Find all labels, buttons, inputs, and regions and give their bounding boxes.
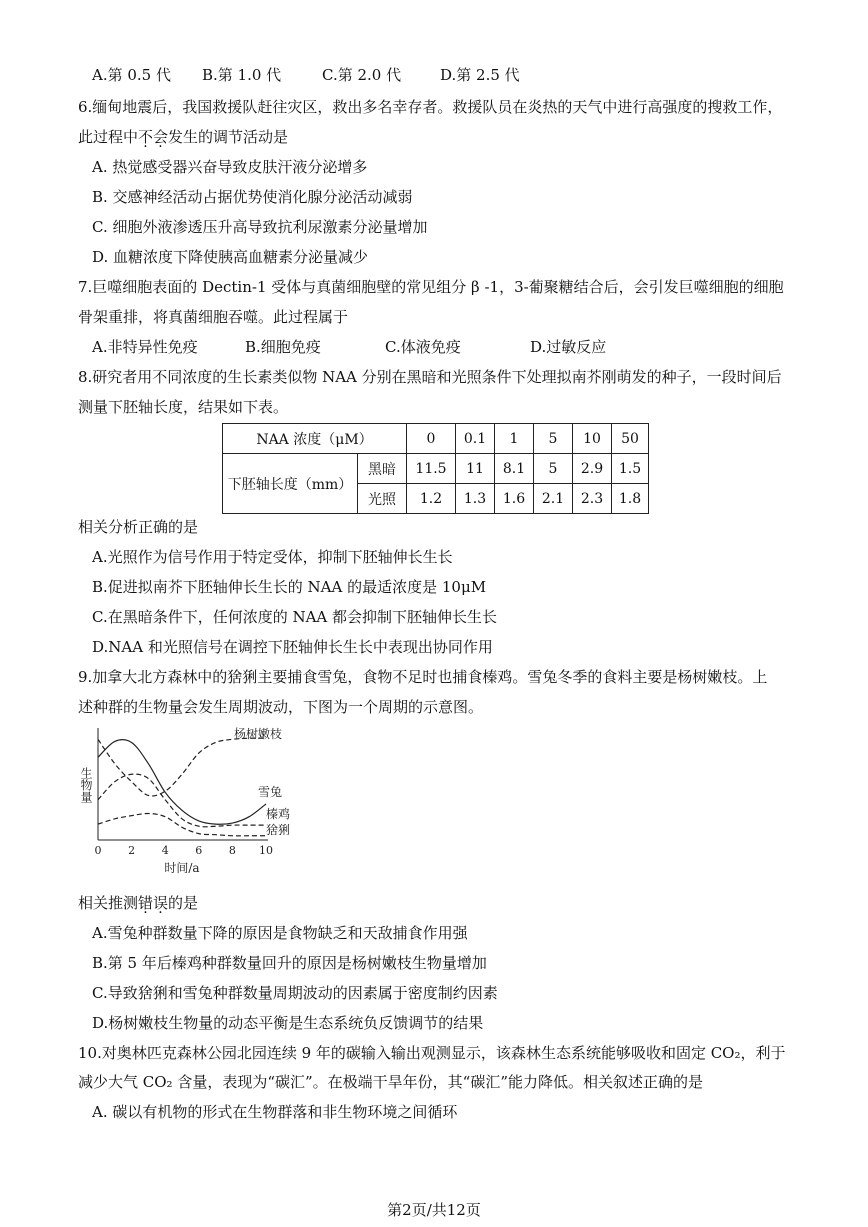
- q6-option-c: C. 细胞外液渗透压升高导致抗利尿激素分泌量增加: [92, 218, 428, 236]
- series-label: 猞猁: [266, 823, 291, 837]
- x-tick-label: 8: [228, 844, 236, 857]
- table-row-label: 下胚轴长度（mm）: [223, 454, 358, 514]
- table-light-cell: 1.6: [495, 484, 534, 514]
- q8-option-c: C.在黑暗条件下，任何浓度的 NAA 都会抑制下胚轴伸长生长: [92, 608, 498, 626]
- q6-stem-line-1: 6.缅甸地震后，我国救援队赶往灾区，救出多名幸存者。救援队员在炎热的天气中进行高强度的搜救工作，: [78, 98, 783, 116]
- q8-option-d: D.NAA 和光照信号在调控下胚轴伸长生长中表现出协同作用: [92, 638, 493, 656]
- q9-option-b: B.第 5 年后榛鸡种群数量回升的原因是杨树嫩枝生物量增加: [92, 954, 487, 972]
- table-header-label: NAA 浓度（μM）: [223, 424, 407, 454]
- q8-option-b: B.促进拟南芥下胚轴伸长生长的 NAA 的最适浓度是 10μM: [92, 578, 487, 596]
- x-tick-label: 2: [128, 844, 136, 857]
- table-conc-cell: 1: [495, 424, 534, 454]
- q6-option-a: A. 热觉感受器兴奋导致皮肤汗液分泌增多: [92, 158, 368, 176]
- table-dark-cell: 2.9: [573, 454, 612, 484]
- table-dark-cell: 11: [456, 454, 495, 484]
- table-light-cell: 2.1: [534, 484, 573, 514]
- x-tick-label: 4: [161, 844, 169, 857]
- q9-lead-text-b: 的是: [168, 894, 199, 912]
- series-line-3: [98, 813, 266, 835]
- q6-stem-line-2: [78, 126, 288, 148]
- q7-stem-line-1: 7.巨噬细胞表面的 Dectin-1 受体与真菌细胞壁的常见组分 β -1，3-葡聚糖结合后，会引发巨噬细胞的细胞: [78, 278, 784, 296]
- q9-option-a: A.雪兔种群数量下降的原因是食物缺乏和天敌捕食作用强: [92, 924, 468, 942]
- table-dark-cell: 11.5: [407, 454, 456, 484]
- q9-option-c: C.导致猞猁和雪兔种群数量周期波动的因素属于密度制约因素: [92, 984, 498, 1002]
- q8-lead: 相关分析正确的是: [78, 518, 199, 536]
- table-conc-cell: 5: [534, 424, 573, 454]
- series-label: 榛鸡: [266, 807, 291, 821]
- q5-option-a: A.第 0.5 代: [92, 66, 171, 84]
- series-line-0: [98, 738, 266, 796]
- table-dark-cell: 5: [534, 454, 573, 484]
- q6-option-d: D. 血糖浓度下降使胰高血糖素分泌量减少: [92, 248, 369, 266]
- q6-stem-text-a: 此过程中: [78, 128, 139, 146]
- naa-data-table: [222, 423, 649, 514]
- table-dark-cell: 8.1: [495, 454, 534, 484]
- q6-emphasis-char-1: 不: [138, 128, 154, 146]
- q8-stem-line-1: 8.研究者用不同浓度的生长素类似物 NAA 分别在黑暗和光照条件下处理拟南芥刚萌发的种子，一段时间后: [78, 368, 782, 386]
- series-line-2: [98, 774, 266, 827]
- q9-stem-line-1: 9.加拿大北方森林中的猞猁主要捕食雪兔，食物不足时也捕食榛鸡。雪兔冬季的食料主要是杨树嫩枝。上: [78, 668, 768, 686]
- chart-axes: [98, 728, 268, 840]
- table-light-label: 光照: [358, 484, 407, 514]
- q6-option-b: B. 交感神经活动占据优势使消化腺分泌活动减弱: [92, 188, 413, 206]
- series-label: 杨树嫩枝: [234, 727, 283, 741]
- q7-option-c: C.体液免疫: [385, 338, 461, 356]
- table-conc-cell: 10: [573, 424, 612, 454]
- table-row-dark: [223, 454, 649, 484]
- x-tick-label: 0: [94, 844, 102, 857]
- q8-option-a: A.光照作为信号作用于特定受体，抑制下胚轴伸长生长: [92, 548, 453, 566]
- q9-lead: [78, 892, 198, 914]
- x-tick-label: 6: [195, 844, 203, 857]
- q5-option-c: C.第 2.0 代: [322, 66, 402, 84]
- page-footer: 第2页/共12页: [387, 1201, 481, 1219]
- series-label: 雪兔: [258, 785, 283, 799]
- table-dark-label: 黑暗: [358, 454, 407, 484]
- q7-option-a: A.非特异性免疫: [92, 338, 198, 356]
- series-line-1: [98, 740, 266, 825]
- table-dark-cell: 1.5: [612, 454, 649, 484]
- q9-emphasis-char-2: 误: [153, 894, 169, 912]
- q8-stem-line-2: 测量下胚轴长度，结果如下表。: [78, 398, 289, 416]
- table-light-cell: 1.2: [407, 484, 456, 514]
- q9-stem-line-2: 述种群的生物量会发生周期波动，下图为一个周期的示意图。: [78, 698, 484, 716]
- q7-option-d: D.过敏反应: [530, 338, 607, 356]
- chart-lines: [98, 738, 266, 836]
- chart-svg: [76, 722, 306, 882]
- table-conc-cell: 0.1: [456, 424, 495, 454]
- x-axis-title: 时间/a: [164, 861, 200, 875]
- q6-stem-text-b: 发生的调节活动是: [168, 128, 289, 146]
- q7-stem-line-2: 骨架重排，将真菌细胞吞噬。此过程属于: [78, 308, 349, 326]
- y-axis-title: 生物量: [79, 767, 93, 803]
- population-cycle-chart: [76, 722, 306, 882]
- q5-option-d: D.第 2.5 代: [440, 66, 520, 84]
- table-header-row: [223, 424, 649, 454]
- table-light-cell: 2.3: [573, 484, 612, 514]
- table-conc-cell: 0: [407, 424, 456, 454]
- q7-option-b: B.细胞免疫: [245, 338, 321, 356]
- q9-option-d: D.杨树嫩枝生物量的动态平衡是生态系统负反馈调节的结果: [92, 1014, 484, 1032]
- q6-emphasis-char-2: 会: [153, 128, 169, 146]
- q9-lead-text-a: 相关推测: [78, 894, 139, 912]
- x-tick-label: 10: [259, 844, 273, 857]
- table-light-cell: 1.8: [612, 484, 649, 514]
- q10-stem-line-1: 10.对奥林匹克森林公园北园连续 9 年的碳输入输出观测显示，该森林生态系统能够吸收和固定 CO₂，利于: [78, 1044, 786, 1062]
- q10-stem-line-2: 减少大气 CO₂ 含量，表现为“碳汇”。在极端干旱年份，其“碳汇”能力降低。相关叙述正确的是: [78, 1073, 704, 1091]
- q9-emphasis-char-1: 错: [138, 894, 154, 912]
- q10-option-a: A. 碳以有机物的形式在生物群落和非生物环境之间循环: [92, 1103, 458, 1121]
- chart-labels: [79, 726, 290, 875]
- table-light-cell: 1.3: [456, 484, 495, 514]
- table-conc-cell: 50: [612, 424, 649, 454]
- q5-option-b: B.第 1.0 代: [202, 66, 282, 84]
